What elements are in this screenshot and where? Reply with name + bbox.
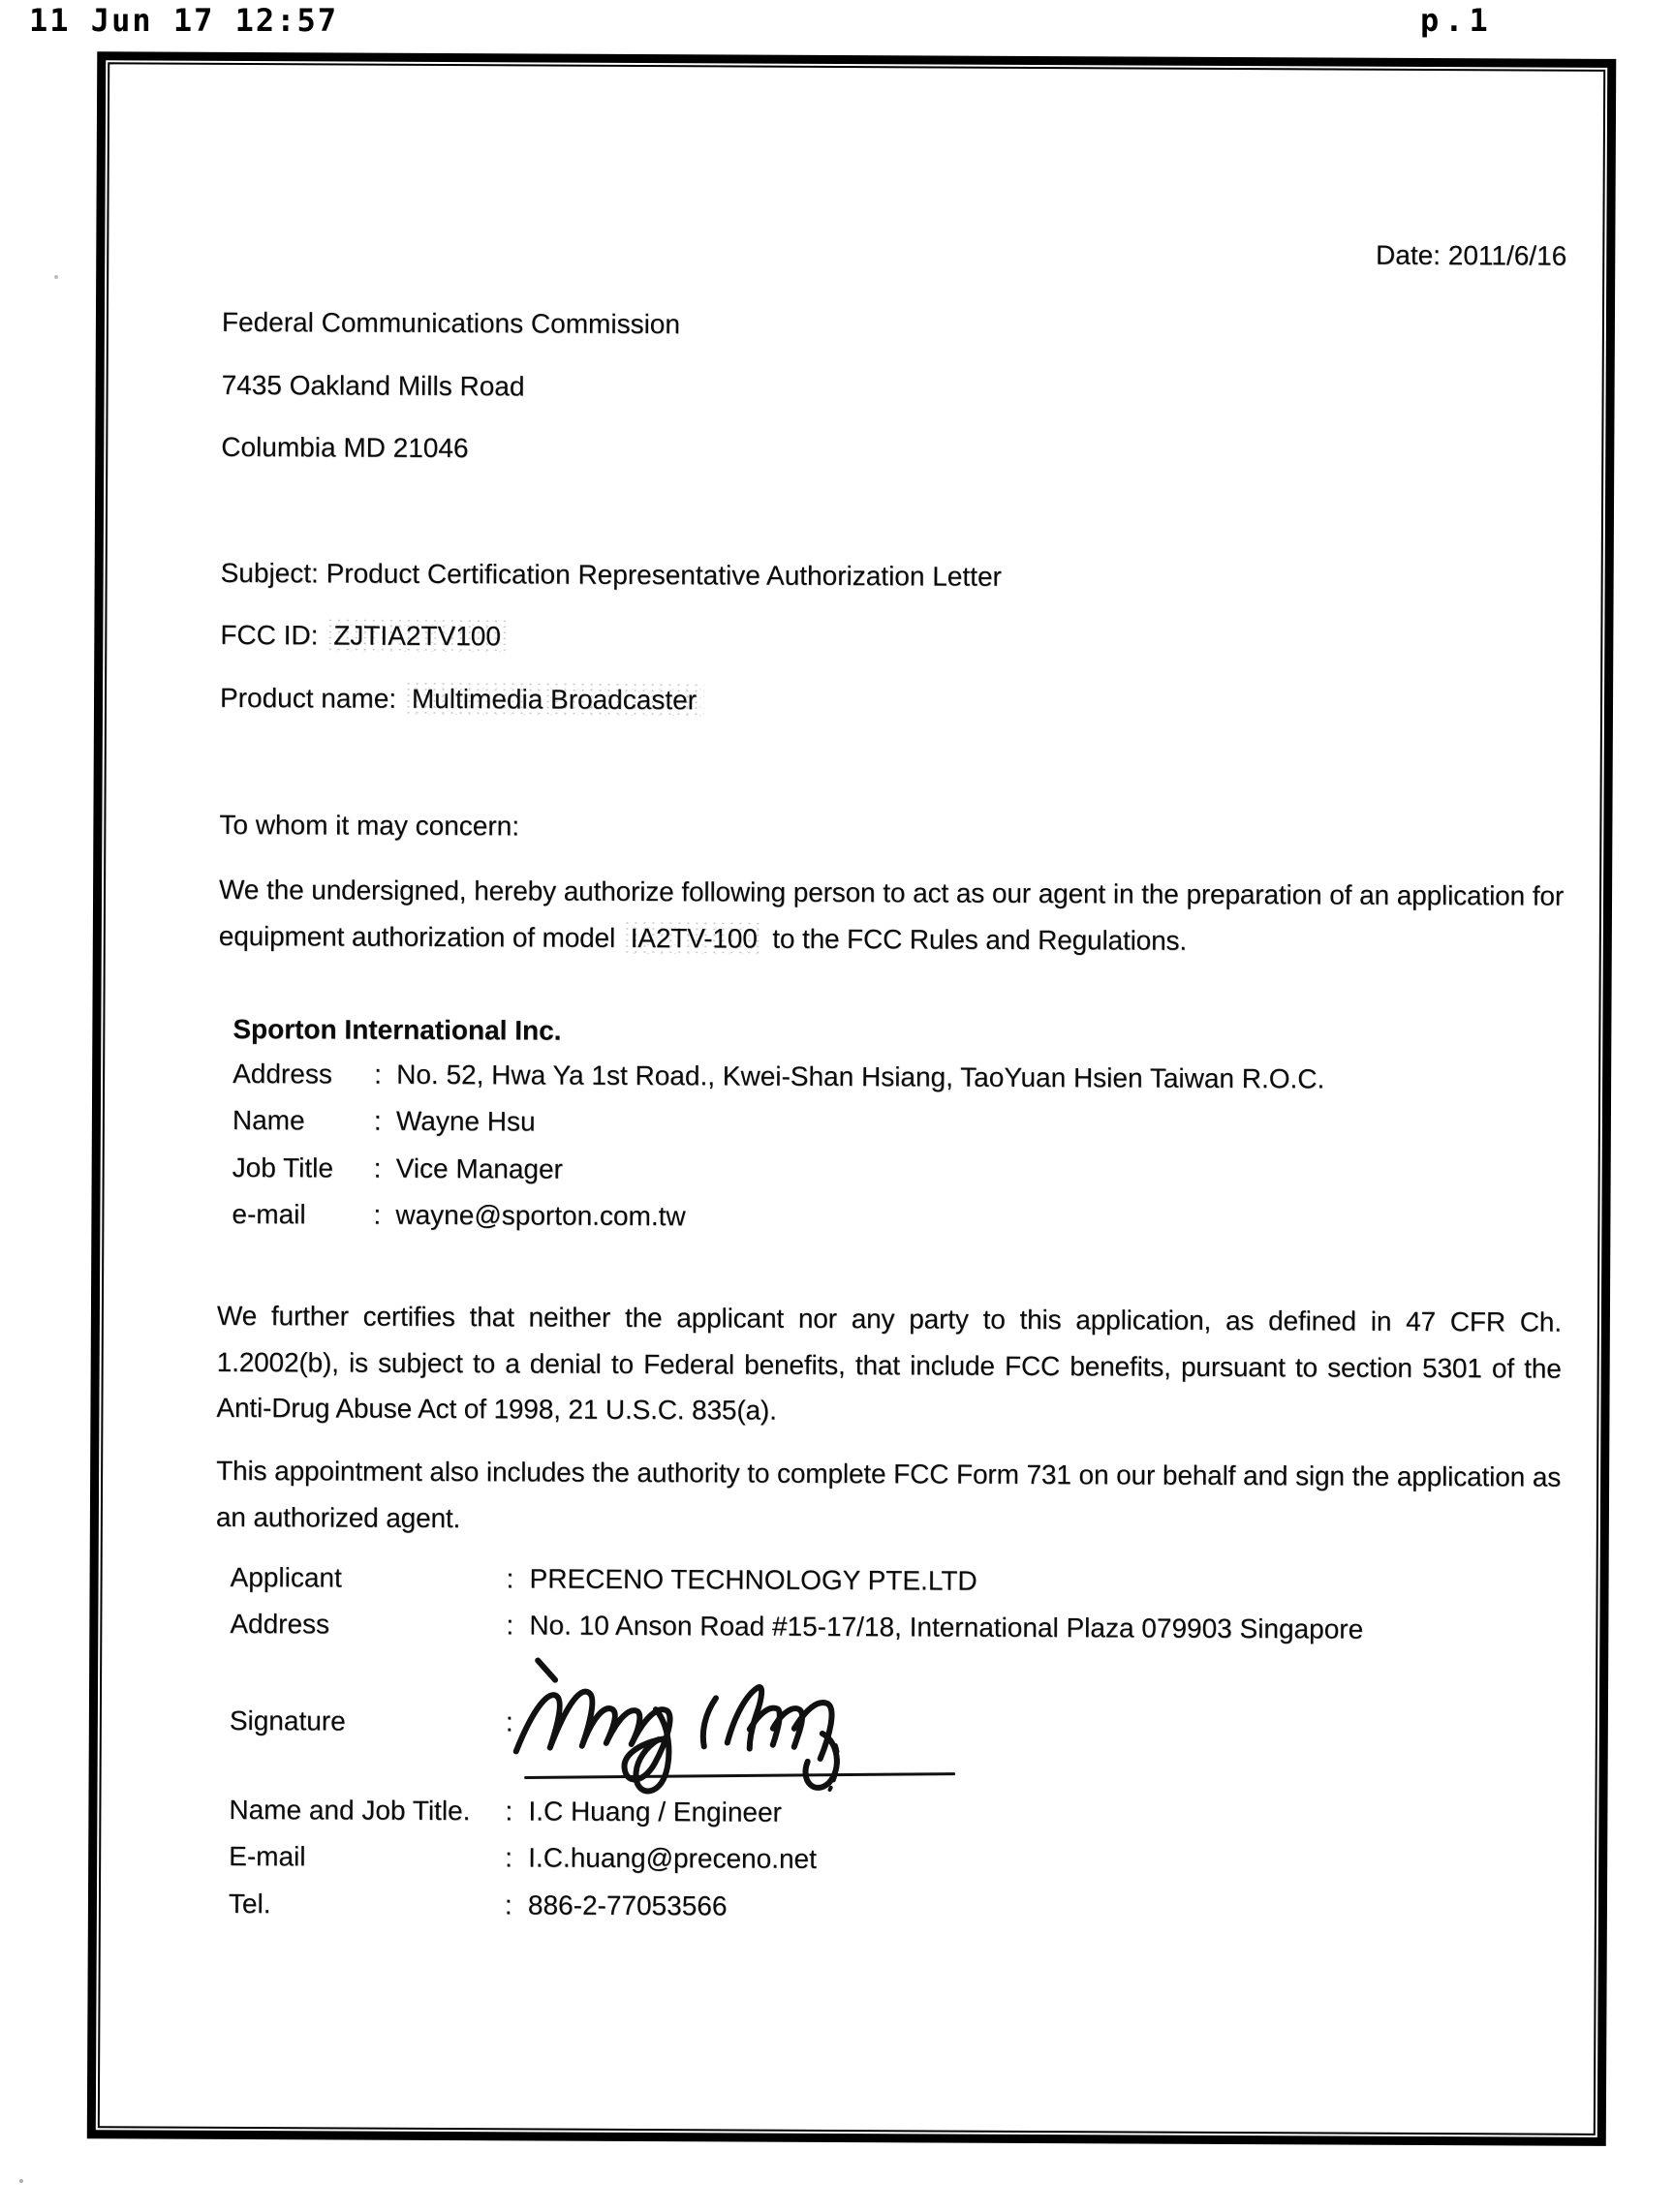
product-name-value: Multimedia Broadcaster (404, 681, 704, 720)
colon-separator: : (505, 1796, 513, 1827)
applicant-row-value: PRECENO TECHNOLOGY PTE.LTD (529, 1563, 977, 1596)
agent-row-value: Vice Manager (395, 1152, 564, 1184)
salutation: To whom it may concern: (219, 809, 520, 842)
colon-separator: : (504, 1889, 512, 1920)
fcc-id-value: ZJTIA2TV100 (326, 617, 509, 655)
recipient-city: Columbia MD 21046 (221, 431, 469, 464)
applicant-row-label: Applicant (230, 1561, 342, 1593)
product-name-label: Product name: (219, 682, 397, 714)
colon-separator: : (506, 1610, 514, 1641)
appointment-paragraph: This appointment also includes the authority to complete FCC Form 731 on our behalf and sign the application as an authorized agent. (215, 1455, 1562, 1533)
signature-underline (526, 1771, 954, 1779)
signature-label: Signature (229, 1705, 346, 1736)
agent-row-label: e-mail (232, 1199, 306, 1230)
signer-row-label: E-mail (229, 1841, 306, 1872)
agent-row-label: Address (232, 1058, 332, 1090)
recipient-name: Federal Communications Commission (221, 306, 681, 340)
product-name-line (220, 681, 1565, 722)
agent-company-name: Sporton International Inc. (232, 1013, 562, 1046)
applicant-row-label: Address (230, 1609, 330, 1640)
agent-row-value: Wayne Hsu (395, 1106, 536, 1137)
agent-row-label: Job Title (232, 1152, 334, 1183)
scan-speck (54, 275, 58, 279)
signer-row-value: 886-2-77053566 (527, 1889, 728, 1921)
signer-row-label: Name and Job Title. (229, 1794, 471, 1827)
signer-row-value: I.C Huang / Engineer (528, 1796, 783, 1828)
colon-separator: : (506, 1563, 514, 1594)
applicant-info-table (230, 1554, 1363, 1653)
signer-info-table (229, 1787, 817, 1930)
signer-row-value: I.C.huang@preceno.net (528, 1842, 817, 1875)
authorization-paragraph (219, 867, 1564, 966)
fcc-id-label: FCC ID: (220, 619, 319, 651)
agent-info-table (232, 1051, 1324, 1244)
colon-separator: : (374, 1059, 383, 1090)
colon-separator: : (373, 1199, 382, 1230)
recipient-street: 7435 Oakland Mills Road (221, 369, 525, 402)
authorization-text-before: We the undersigned, hereby authorize following person to act as our agent in the preparation of an application for equipment authorization of model (218, 874, 1565, 953)
letter-date: Date: 2011/6/16 (1376, 239, 1567, 271)
applicant-row-value: No. 10 Anson Road #15-17/18, International Plaza 079903 Singapore (529, 1610, 1364, 1645)
model-number: IA2TV-100 (623, 919, 765, 957)
scan-speck (19, 2179, 23, 2183)
colon-separator: : (505, 1842, 513, 1873)
colon-separator: : (373, 1106, 382, 1137)
signer-row-label: Tel. (228, 1888, 271, 1919)
signature-row (230, 1698, 529, 1746)
subject-line: Subject: Product Certification Representative Authorization Letter (220, 557, 1002, 592)
fax-timestamp: 11 Jun 17 12:57 (29, 2, 338, 39)
fax-page-number: p.1 (1420, 2, 1494, 39)
agent-row-value: wayne@sporton.com.tw (395, 1199, 686, 1232)
colon-separator: : (373, 1152, 382, 1183)
agent-row-value: No. 52, Hwa Ya 1st Road., Kwei-Shan Hsiang, TaoYuan Hsien Taiwan R.O.C. (396, 1059, 1325, 1094)
handwritten-signature (505, 1639, 979, 1803)
colon-separator: : (505, 1706, 513, 1737)
fcc-id-line (220, 618, 1565, 660)
agent-row-label: Name (232, 1105, 305, 1136)
authorization-text-after: to the FCC Rules and Regulations. (772, 923, 1188, 956)
certification-paragraph: We further certifies that neither the applicant nor any party to this application, as defined in 47 CFR Ch. 1.2002(b), is subject to a denial to Federal benefits, that include FCC benefits, pursuant to section 5301 of the Anti-Drug Abuse Act of 1998, 21 U.S.C. 835(a). (216, 1300, 1562, 1426)
